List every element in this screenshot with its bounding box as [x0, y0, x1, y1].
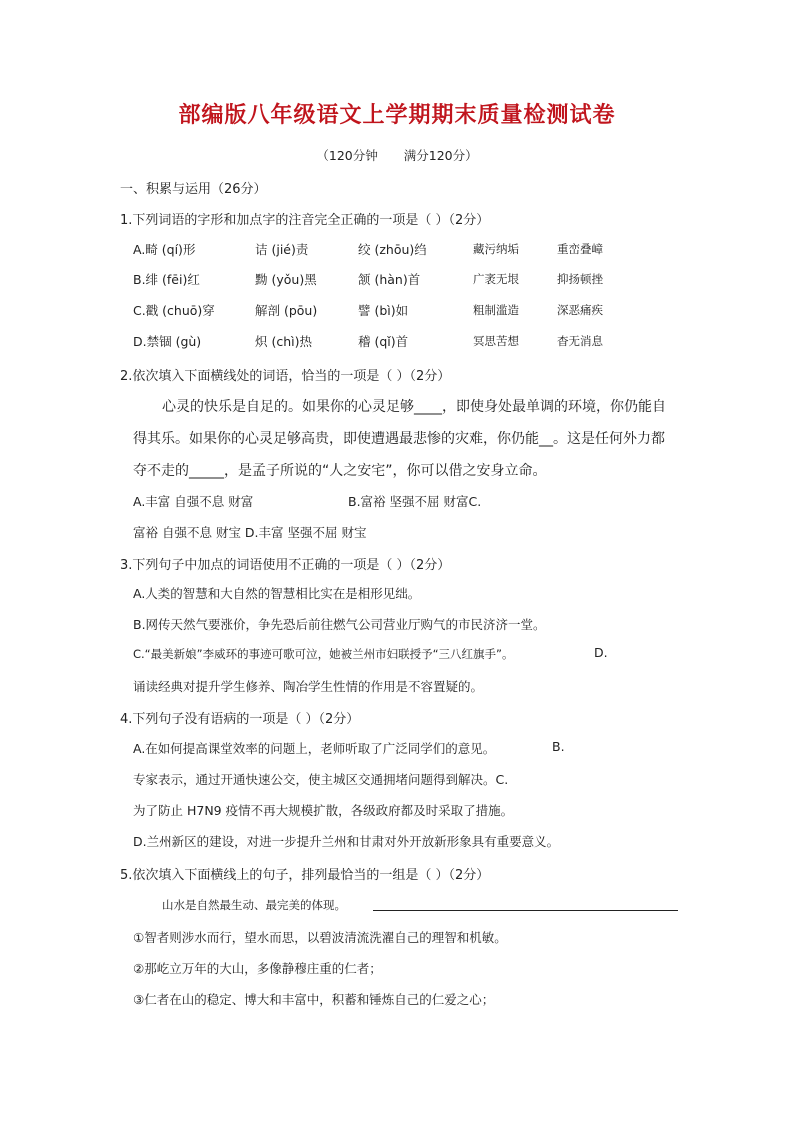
- question-3-stem: 3.下列句子中加点的词语使用不正确的一项是（ ）（2分）: [120, 558, 451, 573]
- section-heading: 一、积累与运用（26分）: [120, 182, 267, 197]
- q1-row-a-c2: 诘 (jié)责: [255, 242, 309, 257]
- q1-row-a-c5: 重峦叠嶂: [557, 242, 603, 256]
- q2-passage-line-2: 得其乐。如果你的心灵足够高贵，即使遭遇最悲惨的灾难，你仍能__。这是任何外力都: [133, 431, 665, 447]
- q1-row-d-c2: 炽 (chì)热: [255, 334, 312, 349]
- q1-row-d-c1: D.禁锢 (gù): [133, 334, 202, 349]
- q1-row-d-c5: 杳无消息: [557, 334, 603, 348]
- q5-item-3: ③仁者在山的稳定、博大和丰富中，积蓄和锤炼自己的仁爱之心；: [133, 992, 495, 1007]
- q5-answer-line: [373, 910, 678, 911]
- q4-option-b-label: B.: [552, 739, 565, 754]
- q3-option-d: 诵读经典对提升学生修养、陶冶学生性情的作用是不容置疑的。: [133, 679, 484, 694]
- q1-row-b-c1: B.绯 (fēi)红: [133, 272, 200, 287]
- q3-option-a: A.人类的智慧和大自然的智慧相比实在是相形见绌。: [133, 586, 421, 601]
- subtitle-score: 满分120分）: [403, 148, 478, 163]
- q3-option-b: B.网传天然气要涨价，争先恐后前往燃气公司营业厅购气的市民济济一堂。: [133, 617, 546, 632]
- q2-option-b: B.富裕 坚强不屈 财富C.: [348, 494, 482, 509]
- q1-row-a-c1: A.畸 (qí)形: [133, 242, 196, 257]
- q1-row-c-c2: 解剖 (pōu): [255, 303, 318, 318]
- question-1-stem: 1.下列词语的字形和加点字的注音完全正确的一项是（ ）（2分）: [120, 213, 490, 228]
- q1-row-b-c3: 颔 (hàn)首: [358, 272, 421, 287]
- q1-row-c-c5: 深恶痛疾: [557, 303, 603, 317]
- subtitle-time: （120分钟: [316, 148, 378, 163]
- page-subtitle: [0, 146, 794, 164]
- q1-row-c-c1: C.戳 (chuō)穿: [133, 303, 215, 318]
- q5-item-2: ②那屹立万年的大山，多像静穆庄重的仁者；: [133, 961, 382, 976]
- q4-option-a: A.在如何提高课堂效率的问题上，老师听取了广泛同学们的意见。: [133, 741, 496, 756]
- q1-row-b-c2: 黝 (yǒu)黑: [255, 272, 317, 287]
- q1-row-d-c3: 稽 (qǐ)首: [358, 334, 409, 349]
- q2-option-a: A.丰富 自强不息 财富: [133, 494, 254, 509]
- q1-row-d-c4: 冥思苦想: [473, 334, 519, 348]
- question-5-stem: 5.依次填入下面横线上的句子，排列最恰当的一组是（ ）（2分）: [120, 868, 490, 883]
- question-2-stem: 2.依次填入下面横线处的词语，恰当的一项是（ ）（2分）: [120, 369, 451, 384]
- q1-row-b-c4: 广袤无垠: [473, 272, 519, 286]
- q2-option-c-d: 富裕 自强不息 财宝 D.丰富 坚强不屈 财宝: [133, 525, 367, 540]
- page-title: 部编版八年级语文上学期期末质量检测试卷: [178, 103, 616, 128]
- q1-row-c-c4: 粗制滥造: [473, 303, 519, 317]
- q3-option-d-label: D.: [594, 645, 608, 660]
- q2-passage-line-3: 夺不走的_____，是孟子所说的“人之安宅”，你可以借之安身立命。: [133, 463, 547, 479]
- q3-option-c: C.“最美新娘”李威环的事迹可歌可泣，她被兰州市妇联授予“三八红旗手”。: [133, 647, 514, 661]
- q1-row-a-c3: 绞 (zhōu)绉: [358, 242, 427, 257]
- question-4-stem: 4.下列句子没有语病的一项是（ ）（2分）: [120, 712, 360, 727]
- q4-option-d: D.兰州新区的建设，对进一步提升兰州和甘肃对外开放新形象具有重要意义。: [133, 834, 560, 849]
- q1-row-b-c5: 抑扬顿挫: [557, 272, 603, 286]
- q5-item-1: ①智者则涉水而行，望水而思，以碧波清流洗濯自己的理智和机敏。: [133, 930, 507, 945]
- q1-row-a-c4: 藏污纳垢: [473, 242, 519, 256]
- q1-row-c-c3: 譬 (bì)如: [358, 303, 409, 318]
- q4-option-b: 专家表示，通过开通快速公交，使主城区交通拥堵问题得到解决。C.: [133, 772, 509, 787]
- q2-passage-line-1: 心灵的快乐是自足的。如果你的心灵足够____，即使身处最单调的环境，你仍能自: [162, 399, 666, 415]
- q5-lead-sentence: 山水是自然最生动、最完美的体现。: [162, 898, 346, 912]
- q4-option-c: 为了防止 H7N9 疫情不再大规模扩散，各级政府都及时采取了措施。: [133, 803, 514, 818]
